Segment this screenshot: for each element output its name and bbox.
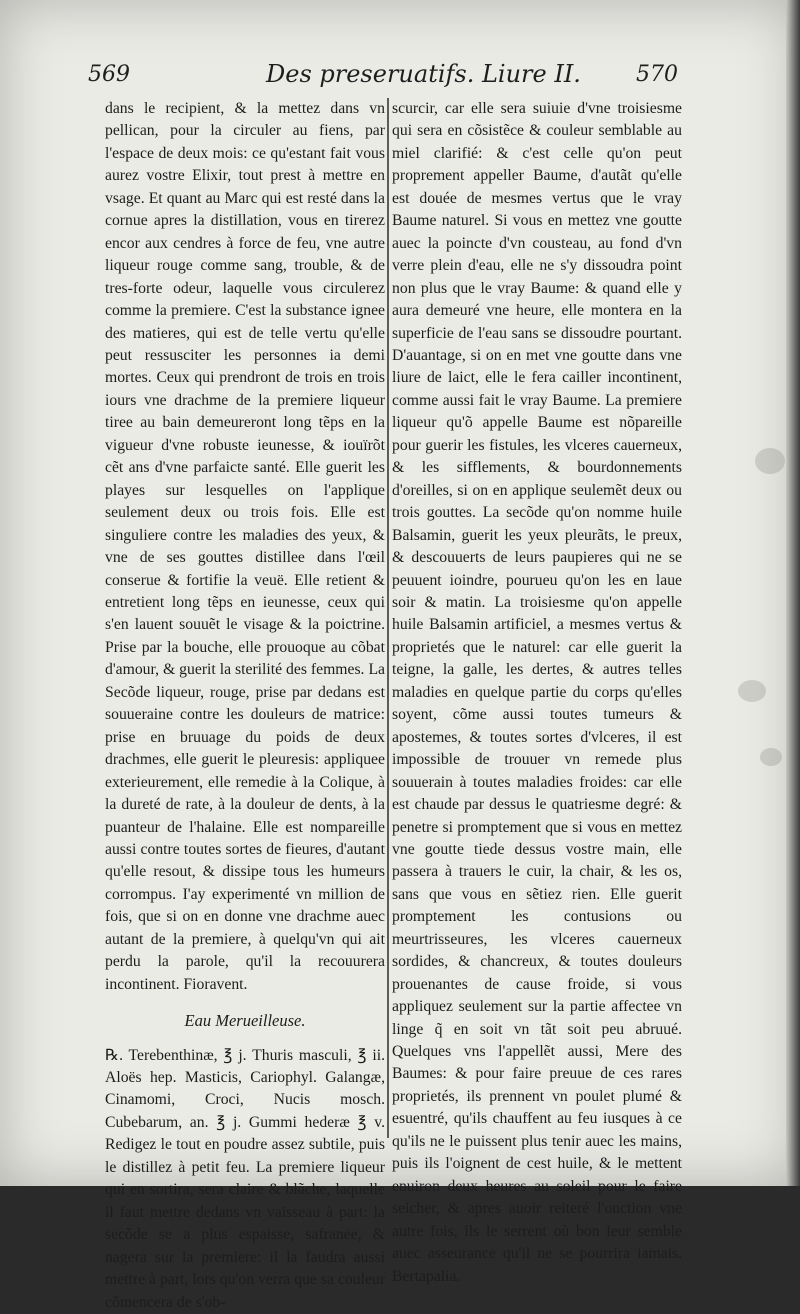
paper-stain — [760, 748, 782, 766]
paragraph-elixir: dans le recipient, & la mettez dans vn pellican, pour la circuler au fiens, par l'espace de deux mois: ce qu'estant fait vous aurez vostre Elixir, tout prest à mettre en vsage. Et quant au Marc qui est resté dans la cornue apres la distillation, vous en tirerez encor aux cendres à force de feu, vne autre liqueur rouge comme sang, trouble, & de tres-forte odeur, laquelle vous circulerez comme la premiere. C'est la substance ignee des matieres, qui est de telle vertu qu'elle peut ressusciter les personnes ia demi mortes. Ceux qui prendront de trois en trois iours vne drachme de la premiere liqueur tiree au bain demeureront long tẽps en la vigueur d'vne robuste ieunesse, & iouïrõt cẽt ans d'vne parfaicte santé. Elle guerit les playes sur lesquelles on l'applique seulement deux ou trois fois. Elle est singuliere contre les maladies des yeux, & vne de ses gouttes distillee dans l'œil conserue & fortifie la veuë. Elle retient & entretient long tẽps en ieunesse, ceux qui s'en lauent souuẽt le visage & la poictrine. Prise par la bouche, elle prouoque au cõbat d'amour, & guerit la sterilité des femmes. La Secõde liqueur, rouge, prise par dedans est souueraine contre les douleurs de matrice: prise en bruuage du poids de deux drachmes, elle guerit le pleuresis: appliquee exterieurement, elle remedie à la Colique, à la dureté de rate, à la douleur de dents, à la puanteur de l'halaine. Elle est nompareille aussi contre toutes sortes de fieures, d'autant qu'elle resout, & dissipe tous les humeurs corrompus. I'ay experimenté vn million de fois, que si on en donne vne drachme auec autant de la premiere, à quelqu'vn qui ait perdu la parole, qu'il la recouurera incontinent. Fioravent. — [105, 100, 385, 993]
running-title: Des preseruatifs. Liure II. — [266, 60, 581, 88]
paper-stain — [755, 448, 785, 474]
page-number-right: 570 — [636, 62, 678, 87]
left-column — [105, 98, 385, 1314]
paper-stain — [738, 680, 766, 702]
paragraph-recipe: ℞. Terebenthinæ, ℥ j. Thuris masculi, ℥ ii. Aloës hep. Masticis, Cariophyl. Galangæ, Cinamomi, Croci, Nucis mosch. Cubebarum, an. ℥ j. Gummi hederæ ℥ v. Redigez le tout en poudre assez subtile, puis le distillez à petit feu. La premiere liqueur qui en sortira, sera claire & blãche, laquelle il faut mettre dedans vn vaisseau à part: la secõde se a plus espaisse, safranee, & nagera sur la premiere: il la faudra aussi mettre à part, lors qu'on verra que sa couleur cõmencera de s'ob- — [105, 1046, 385, 1311]
right-column — [392, 98, 682, 1288]
running-header — [88, 60, 678, 94]
column-rule — [387, 98, 389, 1138]
page-edge-shadow — [786, 0, 800, 1186]
paragraph-baume: scurcir, car elle sera suiuie d'vne troisiesme qui sera en cõsistẽce & couleur semblable au miel clarifié: & c'est celle qu'on peut proprement appeller Baume, d'autãt qu'elle est douée de mesmes vertus que le vray Baume naturel. Si vous en mettez vne goutte auec la poincte d'vn cousteau, au fond d'vn verre plein d'eau, elle ne s'y dissoudra point non plus que le vray Baume: & quand elle y aura demeuré vne heure, elle montera en la superficie de l'eau sans se dissoudre pourtant. D'auantage, si on en met vne goutte dans vne liure de laict, elle le fera cailler incontinent, comme aussi fait le vray Baume. La premiere liqueur qu'õ appelle Baume est nõpareille pour guerir les fistules, les vlceres cauerneux, & les sifflements, & bourdonnements d'oreilles, si on en applique seulemẽt deux ou trois gouttes. La secõde qu'on nomme huile Balsamin, guerit les yeux pleurãts, le preux, & descouuerts de leurs paupieres qui ne se peuuent ioindre, pourueu qu'on les en laue soir & matin. La troisiesme qu'on appelle huile Balsamin artificiel, a mesmes vertus & proprietés que le naturel: car elle guerit la teigne, la galle, les dertes, & autres telles maladies en quelque partie du corps qu'elles soyent, cõme aussi toutes tumeurs & apostemes, & toutes sortes d'vlceres, il est impossible de trouuer vn remede plus souuerain à toutes maladies froides: car elle est chaude par dessus le quatriesme degré: & penetre si promptement que si vous en mettez vne goutte tiede dessus vostre main, elle passera à trauers le cuir, la chair, & les os, sans que vous en sẽtiez rien. Elle guerit promptement les contusions ou meurtrisseures, les vlceres cauerneux sordides, & chancreux, & toutes douleurs prouenantes de cause froide, si vous appliquez seulement sur la partie affectee vn linge q̃ en soit vn tãt soit peu abruué. Quelques vns l'appellẽt aussi, Mere des Baumes: & pour faire preuue de ces rares proprietés, ils prennent vn poulet plumé & esuentré, qu'ils chauffent au feu iusques à ce qu'ils ne le puissent plus tenir auec les mains, puis ils l'oignent de cest huile, & le mettent enuiron deux heures au soleil pour le faire seicher, & apres auoir reiteré l'onction vne autre fois, ils le serrent où bon leur semble auec asseurance qu'il ne se pourrira iamais. Bertapalia. — [392, 100, 682, 1285]
page-number-left: 569 — [88, 62, 130, 87]
section-heading: Eau Merueilleuse. — [184, 1011, 306, 1031]
